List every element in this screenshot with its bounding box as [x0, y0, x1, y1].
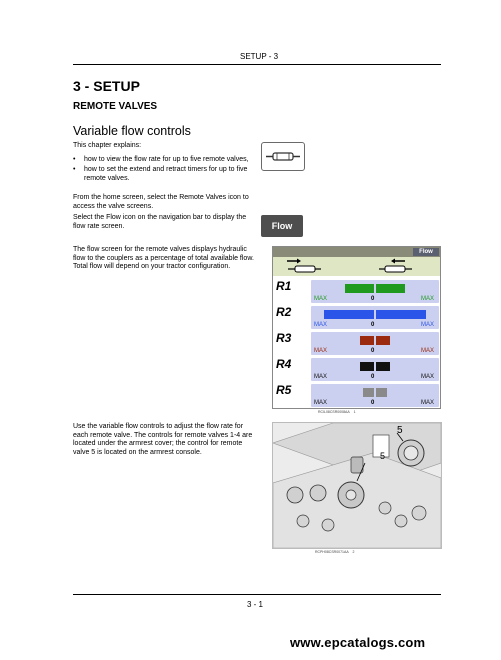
valve-label: R1	[276, 279, 292, 293]
section-title: REMOTE VALVES	[73, 101, 158, 112]
extend-retract-icons	[273, 257, 440, 276]
max-label-right: MAX	[420, 374, 434, 380]
header-rule	[73, 64, 441, 65]
max-label-left: MAX	[314, 400, 328, 406]
paragraph-home-screen: From the home screen, select the Remote Valves icon to access the valve screens.	[73, 194, 249, 210]
flow-tab: Flow	[413, 248, 439, 256]
zero-label: 0	[371, 348, 375, 354]
paragraph-flow-controls: Use the variable flow controls to adjust the flow rate for each remote valve. The controls for remote valves 1-4 are located under the armrest cover; the control for remote valve 5 is located on the armrest console.	[73, 423, 253, 456]
flow-bar-left	[360, 362, 374, 371]
screen-title-bar	[273, 247, 440, 257]
max-label-right: MAX	[420, 348, 434, 354]
flow-button-icon: Flow	[261, 215, 303, 237]
subsection-title: Variable flow controls	[73, 124, 191, 138]
flow-bar-right	[376, 336, 390, 345]
flow-band	[311, 384, 439, 407]
figure-number: 2	[352, 550, 355, 554]
flow-bar-left	[324, 310, 374, 319]
max-label-left: MAX	[314, 322, 328, 328]
zero-label: 0	[371, 400, 375, 406]
figure-2-caption	[315, 550, 355, 554]
bullet-list	[73, 156, 258, 184]
max-label-right: MAX	[420, 296, 434, 302]
chapter-title: 3 - SETUP	[73, 78, 140, 94]
zero-label: 0	[371, 374, 375, 380]
watermark: www.epcatalogs.com	[290, 635, 426, 650]
bullet-item: • how to view the flow rate for up to five remote valves,	[73, 156, 258, 165]
valve-row-r4	[273, 357, 440, 382]
valve-label: R4	[276, 357, 292, 371]
screen-direction-area	[273, 257, 440, 276]
running-header: SETUP - 3	[240, 52, 279, 61]
flow-bar-right	[376, 388, 387, 397]
valve-row-r5	[273, 383, 440, 408]
flow-bar-left	[363, 388, 374, 397]
flow-bar-left	[360, 336, 374, 345]
footer-rule	[73, 594, 441, 595]
max-label-right: MAX	[420, 322, 434, 328]
flow-band	[311, 332, 439, 355]
max-label-left: MAX	[314, 296, 328, 302]
valve-row-r1	[273, 279, 440, 304]
valve-label: R5	[276, 383, 292, 397]
flow-band	[311, 280, 439, 303]
zero-label: 0	[371, 322, 375, 328]
armrest-controls-photo	[272, 422, 442, 549]
valve-5-label: 5	[397, 425, 403, 436]
flow-screen-figure	[272, 246, 441, 409]
intro-block	[73, 142, 258, 185]
flow-bar-right	[376, 362, 390, 371]
figure-number: 1	[353, 410, 356, 414]
flow-bar-left	[345, 284, 374, 293]
flow-bar-right	[376, 284, 405, 293]
figure-1-caption	[318, 410, 356, 414]
max-label-left: MAX	[314, 348, 328, 354]
intro-text: This chapter explains:	[73, 142, 142, 149]
valve-row-r3	[273, 331, 440, 356]
figure-code: RCPH08CSR0071AA	[315, 550, 349, 554]
zero-label: 0	[371, 296, 375, 302]
bullet-item: • how to set the extend and retract timers for up to five remote valves.	[73, 166, 258, 183]
valve-label: R3	[276, 331, 292, 345]
coupler-icon	[262, 143, 304, 170]
paragraph-flow-screen: The flow screen for the remote valves displays hydraulic flow to the couplers as a percentage of total available flow. Total flow will depend on your tractor configuration.	[73, 246, 254, 270]
paragraph-flow-icon: Select the Flow icon on the navigation bar to display the flow rate screen.	[73, 214, 247, 230]
valve-row-r2	[273, 305, 440, 330]
page-number: 3 - 1	[247, 600, 264, 609]
flow-bar-right	[376, 310, 426, 319]
figure-code: RCIL08CSR0008AA	[318, 410, 350, 414]
flow-band	[311, 358, 439, 381]
flow-band	[311, 306, 439, 329]
armrest-illustration	[273, 423, 441, 548]
valve-label: R2	[276, 305, 292, 319]
max-label-left: MAX	[314, 374, 328, 380]
valve-5-label: 5	[380, 451, 386, 461]
max-label-right: MAX	[420, 400, 434, 406]
remote-valves-icon	[261, 142, 305, 171]
